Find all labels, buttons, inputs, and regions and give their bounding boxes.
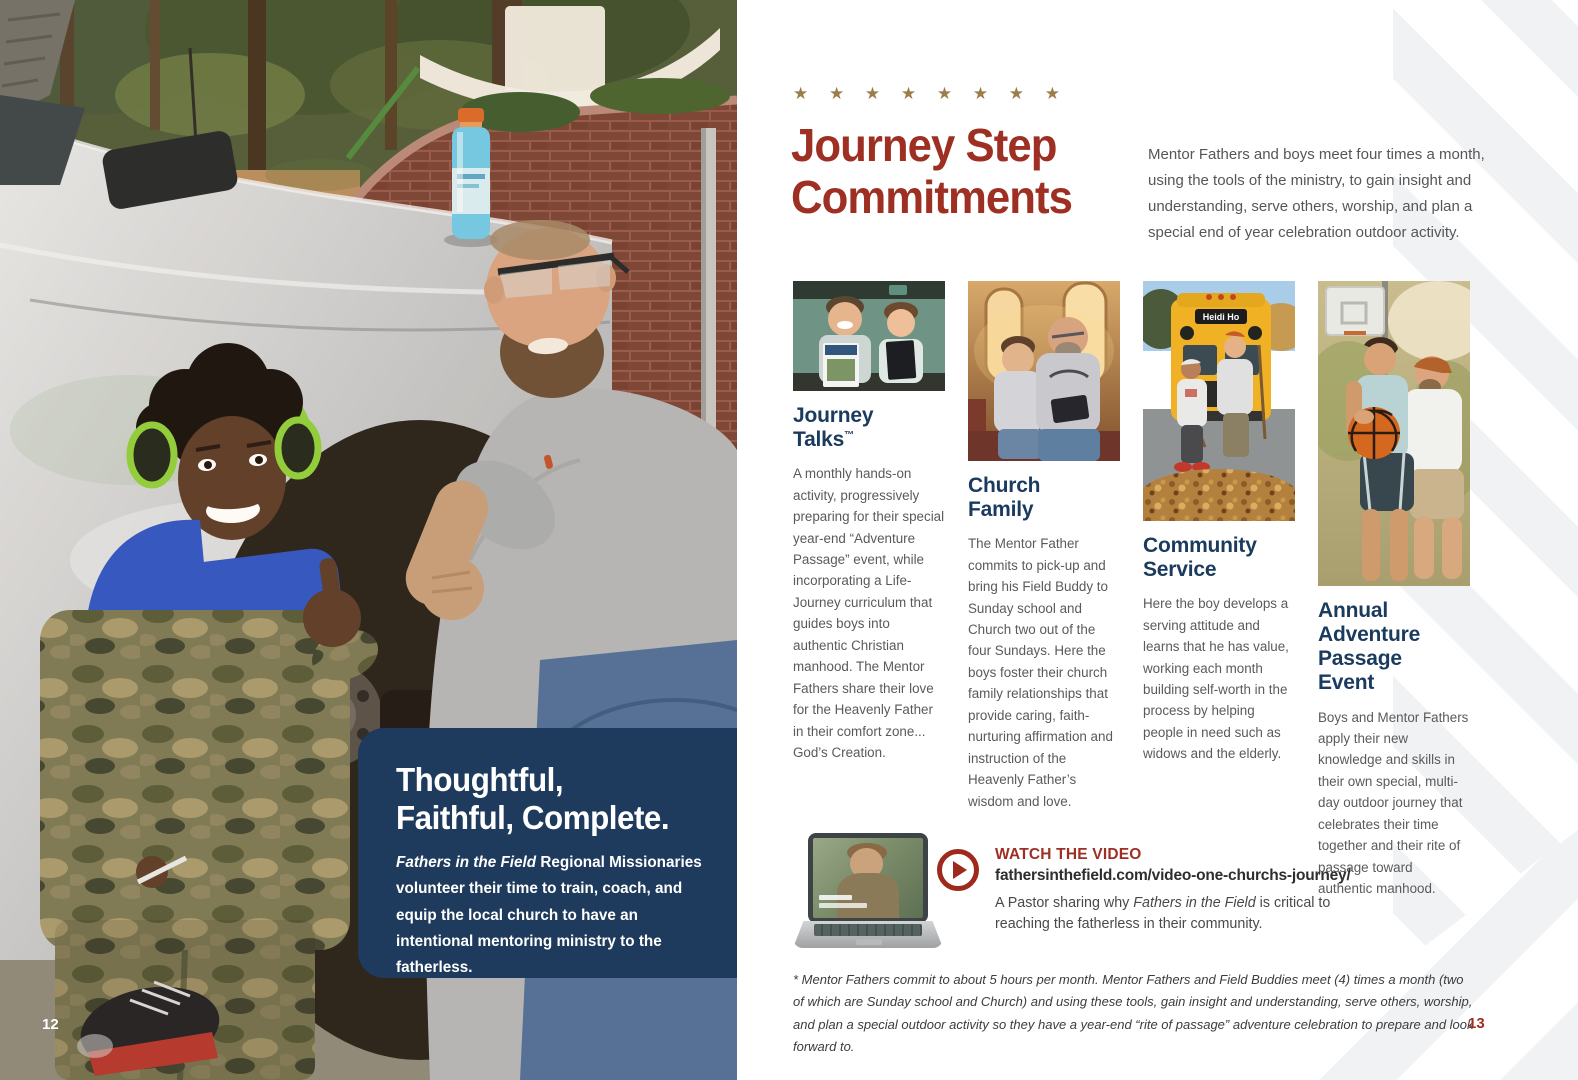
overlay-title-line1: Thoughtful, xyxy=(396,761,564,798)
adventure-passage-photo xyxy=(1318,281,1470,586)
watch-video-label: WATCH THE VIDEO xyxy=(995,846,1142,863)
trademark-symbol: ™ xyxy=(844,430,855,442)
overlay-body-italic: Fathers in the Field xyxy=(396,854,537,872)
quote-overlay-box xyxy=(358,728,737,978)
footnote: * Mentor Fathers commit to about 5 hours per month. Mentor Fathers and Field Buddies meet (4) times a month (two of which are Sunday school and Church) and using these tools, gain insight and understanding, serve others, worship, and plan a special outdoor activity so they have a year-end “rite of passage” adventure celebration to prepare and look forward to. xyxy=(793,972,1474,1055)
column-journey-talks xyxy=(793,281,945,763)
adventure-passage-photo-illustration xyxy=(1318,281,1470,586)
video-text-block xyxy=(995,846,1455,936)
video-url: fathersinthefield.com/video-one-churchs-journey/ xyxy=(995,867,1351,884)
video-description xyxy=(995,893,1375,936)
stars-row: ★ ★ ★ ★ ★ ★ ★ ★ xyxy=(793,84,1062,103)
page-title-line1: Journey Step xyxy=(791,119,1057,171)
column-church-family xyxy=(968,281,1120,812)
overlay-body-rest: Regional Missionaries volunteer their time to train, coach, and equip the local church to have an intentional mentoring ministry to the fatherless. xyxy=(396,854,702,976)
heading-community-service: Community Service xyxy=(1143,534,1257,582)
community-service-photo-illustration xyxy=(1143,281,1295,521)
right-page xyxy=(737,0,1578,1080)
body-adventure-passage: Boys and Mentor Fathers apply their new knowledge and skills in their own special, multi-day outdoor journey that celebrates their time together and their rite of passage toward authentic manhood. xyxy=(1318,709,1469,897)
video-caption-bar xyxy=(819,895,852,900)
left-page-photo xyxy=(0,0,737,1080)
pastor-video-still xyxy=(813,838,923,918)
video-desc-post: is critical to reaching the fatherless in their community. xyxy=(995,895,1331,933)
overlay-title-line2: Faithful, Complete. xyxy=(396,798,670,836)
church-family-photo-illustration xyxy=(968,281,1120,461)
page-title-line2: Commitments xyxy=(791,170,1072,223)
overlay-title xyxy=(396,761,695,836)
laptop-screen xyxy=(808,833,928,923)
body-journey-talks: A monthly hands-on activity, progressively preparing for their special year-end “Adventure Passage” event, while incorporating a Life-Journey curriculum that guides boys into authentic Christian manhood. The Mentor Fathers share their love for the Heavenly Father in their comfort zone... God’s Creation. xyxy=(793,466,945,760)
bus-sign-text: Heidi Ho xyxy=(1202,312,1240,322)
laptop-keyboard xyxy=(814,924,922,936)
page-number-right: 13 xyxy=(1468,1015,1485,1032)
body-community-service: Here the boy develops a serving attitude and learns that he has value, working each month building self-worth in the process by helping people in need such as widows and the elderly. xyxy=(1143,596,1289,762)
video-caption-bar xyxy=(819,903,867,908)
journey-talks-photo xyxy=(793,281,945,391)
column-adventure-passage xyxy=(1318,281,1470,900)
journey-steps-columns xyxy=(793,281,1470,900)
column-community-service xyxy=(1143,281,1295,765)
body-church-family: The Mentor Father commits to pick-up and bring his Field Buddy to Sunday school and Church two out of the four Sundays. Here the boys foster their church family relationships that provide caring, faith-nurturing affirmation and instruction of the Heavenly Father’s wisdom and love. xyxy=(968,536,1113,809)
church-family-photo xyxy=(968,281,1120,461)
journey-talks-photo-illustration xyxy=(793,281,945,391)
overlay-body xyxy=(396,850,710,981)
page-number-left: 12 xyxy=(42,1016,59,1033)
video-desc-italic: Fathers in the Field xyxy=(1133,895,1256,911)
video-desc-pre: A Pastor sharing why xyxy=(995,895,1134,911)
play-icon xyxy=(937,849,979,891)
heading-adventure-passage: Annual Adventure Passage Event xyxy=(1318,599,1421,695)
intro-paragraph: Mentor Fathers and boys meet four times a month, using the tools of the ministry, to gain insight and understanding, serve others, worship, and plan a special end of year celebration outdoor activity. xyxy=(1148,146,1485,242)
heading-journey-talks xyxy=(793,404,917,452)
laptop-video-thumbnail xyxy=(793,833,943,953)
community-service-photo xyxy=(1143,281,1295,521)
heading-journey-talks-text: Journey Talks xyxy=(793,404,874,452)
heading-church-family: Church Family xyxy=(968,474,1041,522)
laptop-trackpad xyxy=(856,939,882,945)
page-title xyxy=(791,120,1072,223)
